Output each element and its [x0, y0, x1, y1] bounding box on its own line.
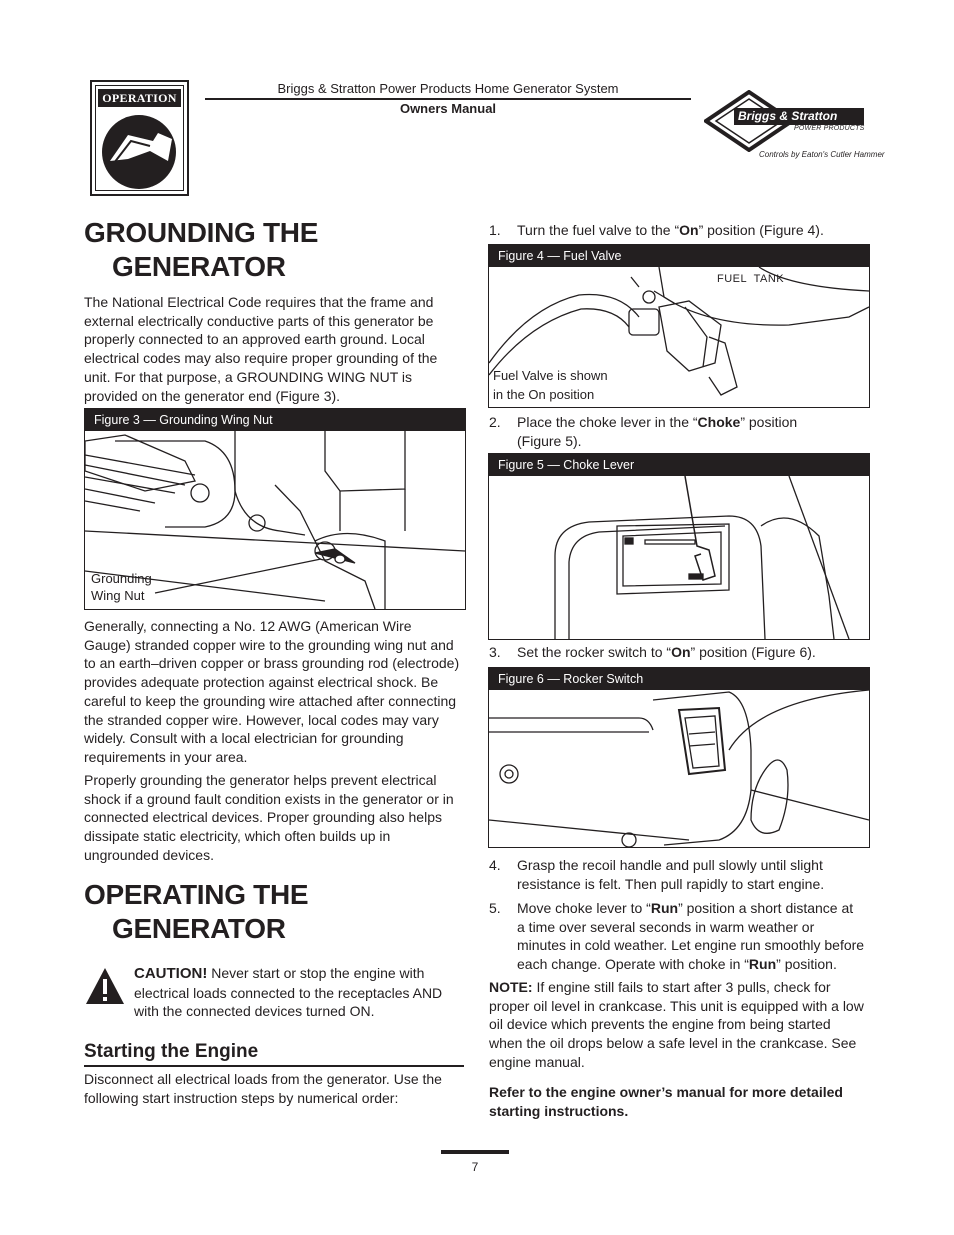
- step-4-text: [517, 856, 824, 893]
- step-5-line3: minutes in cold weather. Let engine run smoothly before: [517, 937, 865, 954]
- step-2-bold: Choke: [697, 414, 741, 430]
- step-3: [489, 643, 869, 663]
- operating-heading-line1: OPERATING THE: [84, 879, 309, 910]
- step-1: [489, 221, 869, 241]
- operation-logo: [90, 80, 189, 196]
- brand-tagline: Controls by Eaton's Cutler Hammer: [759, 150, 885, 159]
- step-5-line1-bold: Run: [650, 900, 679, 916]
- step-4-line1: Grasp the recoil handle and pull slowly until slight: [517, 857, 823, 873]
- step-5-line1-pre: Move choke lever to “: [517, 900, 651, 916]
- step-5-number: 5.: [489, 900, 501, 916]
- brand-logo-sub: POWER PRODUCTS: [794, 125, 865, 132]
- step-4: [489, 856, 869, 894]
- operating-heading: [84, 878, 464, 946]
- grounding-heading: [84, 216, 464, 284]
- figure-3-label: [91, 570, 152, 604]
- step-5-line4-bold: Run: [748, 956, 777, 973]
- choke-lever-illustration: [489, 476, 869, 639]
- operation-logo-text: OPERATION: [98, 89, 181, 107]
- generator-running-icon: [98, 111, 181, 191]
- step-2-line2: (Figure 5).: [517, 432, 582, 449]
- grounding-paragraph-1: The National Electrical Code requires that the frame and external electrically conductive parts of this generator be properly connected to an approved earth ground. Local electrical codes may also require proper grounding of the unit. For that purpose, a GROUNDING WING NUT is provided on the generator end (Figure 3).: [84, 294, 438, 404]
- step-1-text: [517, 221, 824, 240]
- brand-logo-text: Briggs & Stratton: [734, 108, 864, 125]
- figure-4-label-line2: in the On position: [493, 387, 595, 402]
- figure-5: [488, 453, 870, 640]
- starting-heading-rule: [84, 1065, 464, 1067]
- note-text: If engine still fails to start after 3 pulls, check for proper oil level in crankcase. This unit is equipped with a low oil device which prevents the engine from being started when the oil drops below a safe level in the crankcase. See engine manual.: [489, 979, 864, 1070]
- figure-5-caption: Figure 5 — Choke Lever: [489, 454, 869, 476]
- step-4-number: 4.: [489, 857, 501, 873]
- step-1-post: ” position (Figure 4).: [698, 222, 824, 238]
- refer-paragraph: Refer to the engine owner’s manual for more detailed starting instructions.: [489, 1084, 843, 1119]
- header-title: Briggs & Stratton Power Products Home Generator System: [277, 81, 619, 96]
- step-4-line2: resistance is felt. Then pull rapidly to start engine.: [517, 875, 825, 892]
- briggs-stratton-logo: [704, 90, 885, 162]
- grounding-heading-line1: GROUNDING THE: [84, 217, 319, 248]
- note-label: NOTE:: [489, 979, 533, 995]
- step-2-number: 2.: [489, 414, 501, 430]
- grounding-paragraph-2: Generally, connecting a No. 12 AWG (American Wire Gauge) stranded copper wire to the grounding wing nut and to an earth–driven copper or brass grounding rod (electrode) provides adequate protection against electrical shock. Be careful to keep the grounding wire attached after connecting the stranded copper wire. However, local codes may vary widely. Consult with a local electrician for grounding requirements in your area.: [84, 618, 460, 765]
- caution-notice: [134, 964, 464, 1021]
- rocker-switch-illustration: [489, 690, 869, 847]
- warning-triangle-icon: [84, 966, 126, 1006]
- step-1-pre: Turn the fuel valve to the “: [517, 222, 680, 238]
- step-3-pre: Set the rocker switch to “: [517, 644, 672, 660]
- figure-3-caption: Figure 3 — Grounding Wing Nut: [85, 409, 465, 431]
- step-5-line4-pre: each change. Operate with choke in “: [517, 956, 749, 973]
- figure-4-label: [493, 366, 608, 404]
- figure-6: [488, 667, 870, 848]
- step-5-line1-post: ” position a short distance at: [678, 900, 854, 916]
- header-subtitle: Owners Manual: [399, 101, 497, 116]
- page-number: 7: [471, 1160, 479, 1174]
- figure-3-label-line1: Grounding: [91, 571, 152, 586]
- step-2-text: [517, 413, 797, 450]
- operating-heading-line2: GENERATOR: [112, 913, 286, 944]
- step-1-number: 1.: [489, 222, 501, 238]
- step-2: [489, 413, 869, 451]
- grounding-paragraph-3: Properly grounding the generator helps prevent electrical shock if a ground fault condition exists in the generator or in connected electrical devices. Proper grounding also helps dissipate static electricity, which often builds up in ungrounded devices.: [84, 772, 454, 863]
- caution-label: CAUTION!: [134, 965, 208, 982]
- step-5: [489, 899, 871, 975]
- step-2-post: ” position: [740, 414, 798, 430]
- step-2-pre: Place the choke lever in the “: [517, 414, 698, 430]
- grounding-heading-line2: GENERATOR: [112, 251, 286, 282]
- step-5-text: [517, 899, 864, 974]
- step-1-bold: On: [679, 222, 699, 238]
- step-5-line2: a time over several seconds in warm weather or: [517, 918, 815, 935]
- step-3-post: ” position (Figure 6).: [690, 644, 816, 660]
- figure-3-label-line2: Wing Nut: [91, 588, 145, 603]
- fuel-tank-label: FUEL TANK: [717, 273, 785, 285]
- starting-paragraph: Disconnect all electrical loads from the generator. Use the following start instruction steps by numerical order:: [84, 1071, 442, 1106]
- note-paragraph: [489, 978, 865, 1072]
- caution-text: Never start or stop the engine with electrical loads connected to the receptacles AND with the connected devices turned ON.: [134, 965, 443, 1020]
- figure-6-caption: Figure 6 — Rocker Switch: [489, 668, 869, 690]
- step-3-text: [517, 643, 816, 662]
- figure-4-label-line1: Fuel Valve is shown: [493, 368, 608, 383]
- step-3-number: 3.: [489, 644, 501, 660]
- figure-4: [488, 244, 870, 408]
- step-5-line4-post: ” position.: [776, 956, 837, 973]
- step-3-bold: On: [671, 644, 691, 660]
- footer-rule: [441, 1150, 509, 1154]
- figure-4-caption: Figure 4 — Fuel Valve: [489, 245, 869, 267]
- figure-3: [84, 408, 466, 610]
- starting-heading: Starting the Engine: [84, 1041, 259, 1062]
